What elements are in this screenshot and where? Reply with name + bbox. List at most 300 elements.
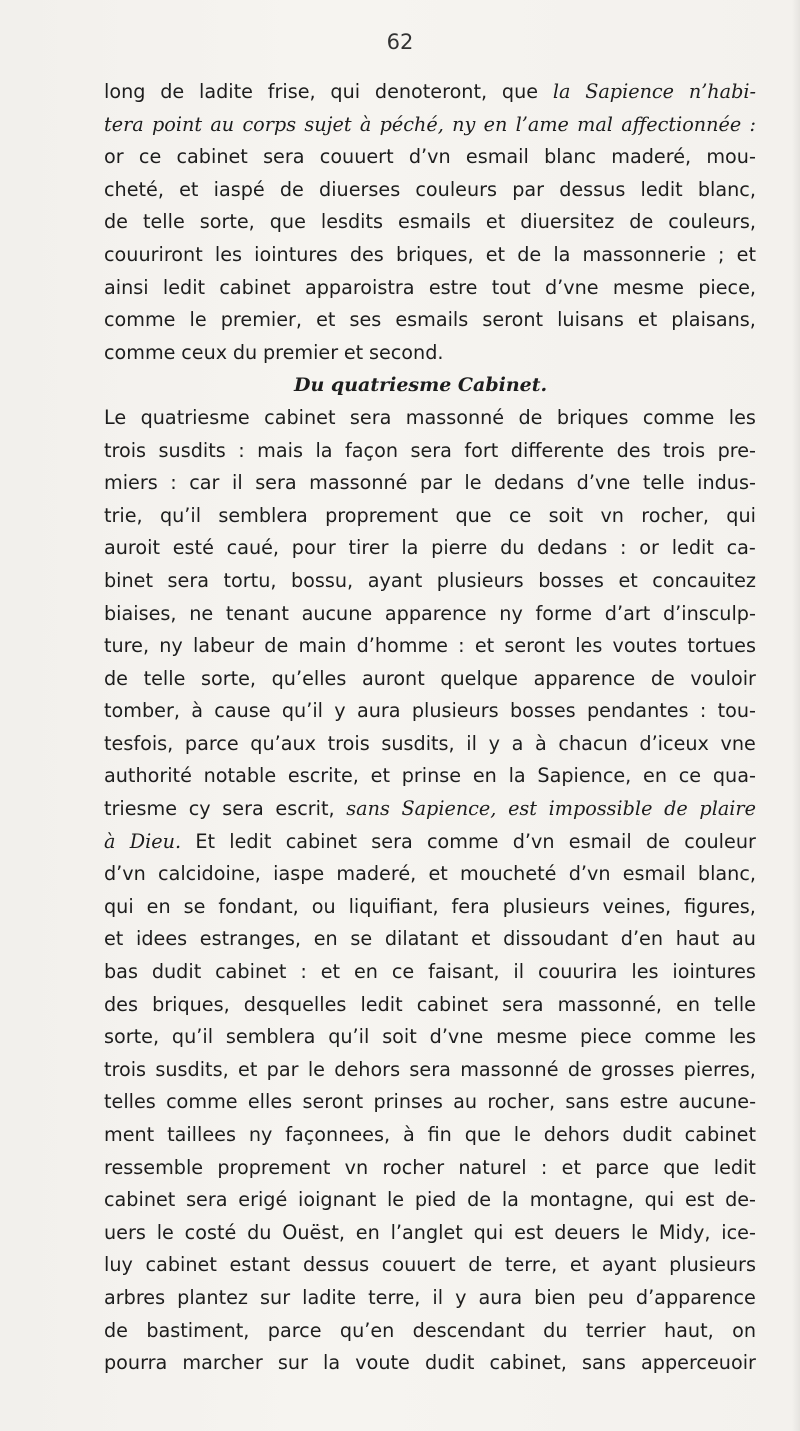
- word: chacun: [558, 731, 628, 755]
- text-line: [104, 891, 756, 924]
- word: à: [191, 699, 203, 723]
- word: premier,: [220, 308, 303, 332]
- word: ses: [349, 308, 382, 332]
- text-line: [104, 956, 756, 989]
- word: moucheté: [460, 862, 557, 886]
- word: couuert: [381, 1253, 456, 1277]
- word: vouloir: [690, 666, 756, 690]
- word: bosses: [538, 568, 604, 592]
- word: :: [300, 960, 307, 984]
- word: est: [684, 1188, 715, 1212]
- word: haut,: [664, 1318, 714, 1342]
- word: ledit: [229, 829, 272, 853]
- word: en: [643, 764, 667, 788]
- word: le: [307, 1057, 325, 1081]
- word: qui: [330, 80, 361, 103]
- word: susdits,: [155, 1057, 229, 1081]
- text-line: [104, 630, 756, 663]
- word: qu’il: [159, 503, 202, 527]
- word: couurira: [537, 960, 618, 984]
- word: plusieurs: [411, 699, 499, 723]
- word: Sapience,: [537, 764, 632, 788]
- word: descendant: [412, 1318, 525, 1342]
- word: mal: [577, 112, 613, 136]
- word: luisans: [557, 308, 624, 332]
- word: de: [104, 210, 128, 234]
- text-line: [104, 989, 756, 1022]
- word: mou-: [706, 145, 756, 169]
- word: au: [210, 112, 235, 136]
- word: tou-: [717, 699, 756, 723]
- word: couleurs,: [668, 210, 756, 234]
- word: d’en: [620, 927, 664, 951]
- word: parce: [267, 1318, 322, 1342]
- word: trois: [104, 1057, 147, 1081]
- word: de: [629, 210, 654, 234]
- word: et: [485, 210, 506, 234]
- word: dudit: [151, 960, 202, 984]
- text-line: [104, 1054, 756, 1087]
- word: notable: [203, 764, 277, 788]
- word: forme: [535, 601, 593, 625]
- word: miers: [104, 471, 158, 495]
- word: car: [189, 471, 220, 495]
- word: d’vn: [568, 862, 611, 886]
- word: cheté,: [104, 177, 164, 201]
- word: ou: [311, 894, 336, 918]
- word: terre,: [368, 1285, 421, 1309]
- word: terrier: [585, 1318, 646, 1342]
- word: les: [728, 405, 756, 429]
- word: y: [488, 731, 500, 755]
- word: quatriesme: [140, 405, 250, 429]
- word: iaspe: [273, 862, 325, 886]
- word: qu’elles: [271, 666, 347, 690]
- word: dessus: [302, 1253, 370, 1277]
- word: aucune: [301, 601, 373, 625]
- word: comme: [104, 340, 176, 364]
- word: en: [676, 992, 701, 1016]
- word: à: [535, 731, 547, 755]
- word: de: [104, 1318, 128, 1342]
- word: pierre: [431, 536, 488, 560]
- word: de: [264, 634, 289, 658]
- word: cabinet: [416, 992, 489, 1016]
- page-number: 62: [386, 30, 414, 54]
- text-line: [104, 858, 756, 891]
- word: plusieurs: [669, 1253, 756, 1277]
- word: la: [315, 438, 333, 462]
- word: bien: [534, 1285, 576, 1309]
- word: :: [458, 634, 465, 658]
- word: cabinet: [215, 960, 287, 984]
- word: ny: [452, 112, 476, 136]
- word: le: [630, 1220, 649, 1244]
- word: de: [160, 80, 185, 103]
- word: tomber,: [104, 699, 180, 723]
- word: au: [453, 1090, 478, 1114]
- word: par: [266, 1057, 299, 1081]
- word: de: [664, 797, 688, 821]
- word: dudit: [622, 1123, 672, 1146]
- word: esmail: [622, 862, 686, 886]
- word: ledit: [640, 177, 683, 201]
- word: sujet: [304, 112, 352, 136]
- text-line: [104, 826, 756, 859]
- word: se: [350, 927, 373, 951]
- word: ny: [248, 1123, 273, 1146]
- word: blanc,: [697, 177, 756, 201]
- word: que: [269, 210, 306, 234]
- word: qui: [644, 1188, 675, 1212]
- word: d’homme: [356, 634, 448, 658]
- word: pourra: [104, 1351, 168, 1375]
- word: qui: [104, 894, 134, 918]
- word: façonnees,: [285, 1123, 391, 1146]
- word: prinse: [401, 764, 462, 788]
- word: affectionnée: [621, 112, 742, 136]
- word: couleur: [684, 829, 756, 853]
- word: qu’en: [339, 1318, 395, 1342]
- word: de: [517, 242, 542, 266]
- word: fort: [464, 438, 499, 462]
- word: d’apparence: [635, 1285, 756, 1309]
- word: montagne,: [529, 1188, 634, 1212]
- word: tesfois,: [104, 731, 174, 755]
- word: sorte,: [199, 210, 255, 234]
- word: y: [455, 1285, 467, 1309]
- word: ture,: [104, 634, 150, 658]
- word: est: [508, 797, 537, 821]
- word: du: [543, 1318, 568, 1342]
- word: erigé: [238, 1188, 288, 1212]
- word: estre: [428, 275, 478, 299]
- word: cause: [214, 699, 271, 723]
- word: ledit: [713, 1155, 756, 1179]
- text-line: [104, 793, 756, 826]
- word: de: [650, 666, 675, 690]
- word: en: [483, 112, 508, 136]
- word: Le: [104, 405, 127, 429]
- word: desquelles: [243, 992, 347, 1016]
- word: tenant: [225, 601, 289, 625]
- word: et: [637, 308, 658, 332]
- word: qu’aux: [250, 731, 317, 755]
- word: cabinet: [145, 1253, 217, 1277]
- word: Dieu.: [129, 829, 182, 853]
- word: main: [298, 634, 347, 658]
- word: il: [513, 960, 525, 984]
- word: ca-: [726, 536, 756, 560]
- word: de: [104, 666, 128, 690]
- word: second.: [368, 340, 444, 364]
- word: soit: [382, 1025, 417, 1049]
- word: parce: [595, 1155, 650, 1179]
- word: vn: [344, 1155, 369, 1179]
- text-line: [104, 565, 756, 598]
- text-line: [104, 272, 756, 305]
- word: dedans: [537, 536, 608, 560]
- word: massonné: [460, 1057, 559, 1081]
- word: estre: [619, 1090, 669, 1114]
- word: ment: [104, 1123, 155, 1146]
- text-line: [104, 1086, 756, 1119]
- word: tortu,: [223, 568, 277, 592]
- word: façon: [345, 438, 398, 462]
- word: dudit: [424, 1351, 475, 1375]
- word: trie,: [104, 503, 143, 527]
- word: tera: [104, 112, 144, 136]
- word: ladite: [302, 1285, 357, 1309]
- word: telle: [714, 992, 756, 1016]
- text-line: [104, 402, 756, 435]
- word: Midy,: [658, 1220, 711, 1244]
- text-line: [104, 500, 756, 533]
- word: massonné: [405, 405, 505, 429]
- word: on: [732, 1318, 756, 1342]
- word: mesme: [612, 275, 684, 299]
- word: briques,: [395, 242, 474, 266]
- word: ceux: [181, 340, 228, 364]
- word: au: [731, 927, 756, 951]
- word: comme: [166, 1090, 238, 1114]
- word: les: [575, 634, 603, 658]
- word: du: [247, 1220, 272, 1244]
- word: point: [151, 112, 203, 136]
- word: a: [511, 731, 524, 755]
- word: en: [355, 1220, 380, 1244]
- word: en: [472, 764, 497, 788]
- word: ayant: [601, 1253, 657, 1277]
- word: à: [402, 1123, 415, 1146]
- word: :: [170, 471, 177, 495]
- word: la: [401, 536, 419, 560]
- word: il: [466, 731, 477, 755]
- word: caué,: [226, 536, 280, 560]
- word: piece,: [698, 275, 756, 299]
- word: telle: [143, 666, 186, 690]
- word: bosses: [509, 699, 576, 723]
- word: :: [540, 1155, 548, 1179]
- word: d’art: [604, 601, 651, 625]
- word: naturel: [458, 1155, 527, 1179]
- word: cabinet: [264, 405, 336, 429]
- word: ne: [189, 601, 214, 625]
- text-line: [104, 435, 756, 468]
- word: rocher,: [641, 503, 709, 527]
- word: par: [420, 471, 452, 495]
- word: et: [320, 960, 341, 984]
- word: telle: [142, 210, 185, 234]
- word: sera: [255, 471, 297, 495]
- word: qui: [473, 1220, 504, 1244]
- word: tortues: [687, 634, 756, 658]
- word: et: [316, 308, 336, 332]
- word: en: [146, 894, 171, 918]
- word: vne: [720, 731, 756, 755]
- word: bastiment,: [146, 1318, 250, 1342]
- word: bossu,: [290, 568, 354, 592]
- word: telles: [104, 1090, 156, 1114]
- word: apparence: [533, 666, 636, 690]
- word: la: [553, 242, 571, 266]
- word: differente: [510, 438, 605, 462]
- word: tirer: [348, 536, 389, 560]
- word: en: [353, 960, 378, 984]
- text-line: [104, 109, 756, 142]
- word: la: [501, 1188, 519, 1212]
- word: le: [156, 1220, 174, 1244]
- word: veines,: [602, 894, 672, 918]
- word: arbres: [104, 1285, 166, 1309]
- word: sera: [263, 145, 305, 169]
- word: d’vn: [104, 862, 146, 886]
- word: terre,: [504, 1253, 558, 1277]
- word: d’iceux: [639, 731, 709, 755]
- word: la: [508, 764, 526, 788]
- text-line: [104, 1021, 756, 1054]
- word: concauitez: [652, 568, 756, 592]
- word: les: [728, 1025, 756, 1049]
- word: frise,: [267, 80, 316, 103]
- word: ce: [678, 764, 702, 788]
- word: par: [512, 177, 545, 201]
- word: les: [214, 242, 243, 266]
- word: couuert: [319, 145, 394, 169]
- word: et: [343, 340, 364, 364]
- word: se: [183, 894, 206, 918]
- word: sorte,: [200, 666, 257, 690]
- word: uers: [104, 1220, 146, 1244]
- text-line: [104, 598, 756, 631]
- word: triesme: [104, 797, 178, 821]
- word: ledit: [360, 992, 403, 1016]
- word: calcidoine,: [158, 862, 261, 886]
- word: voutes: [612, 634, 678, 658]
- word: en: [313, 927, 338, 951]
- word: susdits,: [381, 731, 455, 755]
- word: maderé,: [611, 145, 692, 169]
- word: sans: [565, 1090, 610, 1114]
- word: rocher: [382, 1155, 445, 1179]
- word: la: [323, 1351, 341, 1375]
- word: comme: [644, 1025, 716, 1049]
- text-line: [104, 532, 756, 565]
- word: sera: [409, 1057, 451, 1081]
- word: parce: [184, 731, 239, 755]
- word: sera: [502, 992, 544, 1016]
- word: susdits: [158, 438, 226, 462]
- text-line: [104, 663, 756, 696]
- word: estant: [229, 1253, 291, 1277]
- word: binet: [104, 568, 153, 592]
- word: :: [749, 112, 756, 136]
- word: apparoistra: [304, 275, 415, 299]
- word: plaire: [699, 797, 756, 821]
- word: plaisans,: [671, 308, 756, 332]
- word: idees: [136, 927, 188, 951]
- word: de: [645, 829, 670, 853]
- word: et: [179, 177, 199, 201]
- word: de-: [725, 1188, 756, 1212]
- word: sur: [260, 1285, 291, 1309]
- word: luy: [104, 1253, 133, 1277]
- word: diuerses: [319, 177, 401, 201]
- word: de: [518, 405, 543, 429]
- word: que: [455, 503, 492, 527]
- word: le: [189, 308, 207, 332]
- word: à: [104, 829, 116, 853]
- word: sans: [346, 797, 390, 821]
- word: escrit,: [275, 797, 335, 821]
- word: seront: [482, 308, 544, 332]
- word: et: [104, 927, 124, 951]
- word: sera: [222, 797, 264, 821]
- word: diuersitez: [520, 210, 615, 234]
- word: deuers: [554, 1220, 621, 1244]
- word: ladite: [199, 80, 253, 103]
- word: esmail: [568, 829, 632, 853]
- word: vn: [600, 503, 624, 527]
- word: piece: [579, 1025, 632, 1049]
- word: qua-: [712, 764, 756, 788]
- word: qu’il: [171, 1025, 214, 1049]
- word: haut: [675, 927, 720, 951]
- word: d’vn: [512, 829, 555, 853]
- word: comme: [426, 829, 499, 853]
- word: iointures: [672, 960, 756, 984]
- word: ressemble: [104, 1155, 204, 1179]
- text-line: [104, 1184, 756, 1217]
- word: ioignant: [298, 1188, 377, 1212]
- word: plusieurs: [502, 894, 590, 918]
- word: trois: [663, 438, 706, 462]
- word: apparence: [384, 601, 487, 625]
- word: denoteront,: [374, 80, 488, 103]
- word: n’habi-: [688, 80, 756, 103]
- word: ledit: [162, 275, 206, 299]
- word: fera: [451, 894, 490, 918]
- body-text: [104, 76, 756, 1380]
- word: esté: [172, 536, 214, 560]
- word: escrite,: [287, 764, 359, 788]
- text-line: [104, 923, 756, 956]
- word: Ouëst,: [282, 1220, 345, 1244]
- word: pour: [291, 536, 336, 560]
- text-line: [104, 1315, 756, 1348]
- word: ainsi: [104, 275, 149, 299]
- word: faisant,: [428, 960, 500, 984]
- word: proprement: [325, 503, 439, 527]
- word: dehors: [334, 1057, 401, 1081]
- word: de: [567, 1057, 592, 1081]
- word: bas: [104, 960, 138, 984]
- word: sans: [582, 1351, 626, 1375]
- word: proprement: [217, 1155, 331, 1179]
- word: l’anglet: [390, 1220, 463, 1244]
- word: long: [104, 80, 146, 103]
- word: dehors: [543, 1123, 610, 1146]
- word: indus-: [697, 471, 756, 495]
- word: auroit: [104, 536, 160, 560]
- word: y: [334, 699, 346, 723]
- word: trois: [104, 438, 147, 462]
- word: est: [514, 1220, 544, 1244]
- word: prinses: [373, 1090, 443, 1114]
- text-line: [104, 1152, 756, 1185]
- word: pendantes: [586, 699, 689, 723]
- word: sorte,: [104, 1025, 160, 1049]
